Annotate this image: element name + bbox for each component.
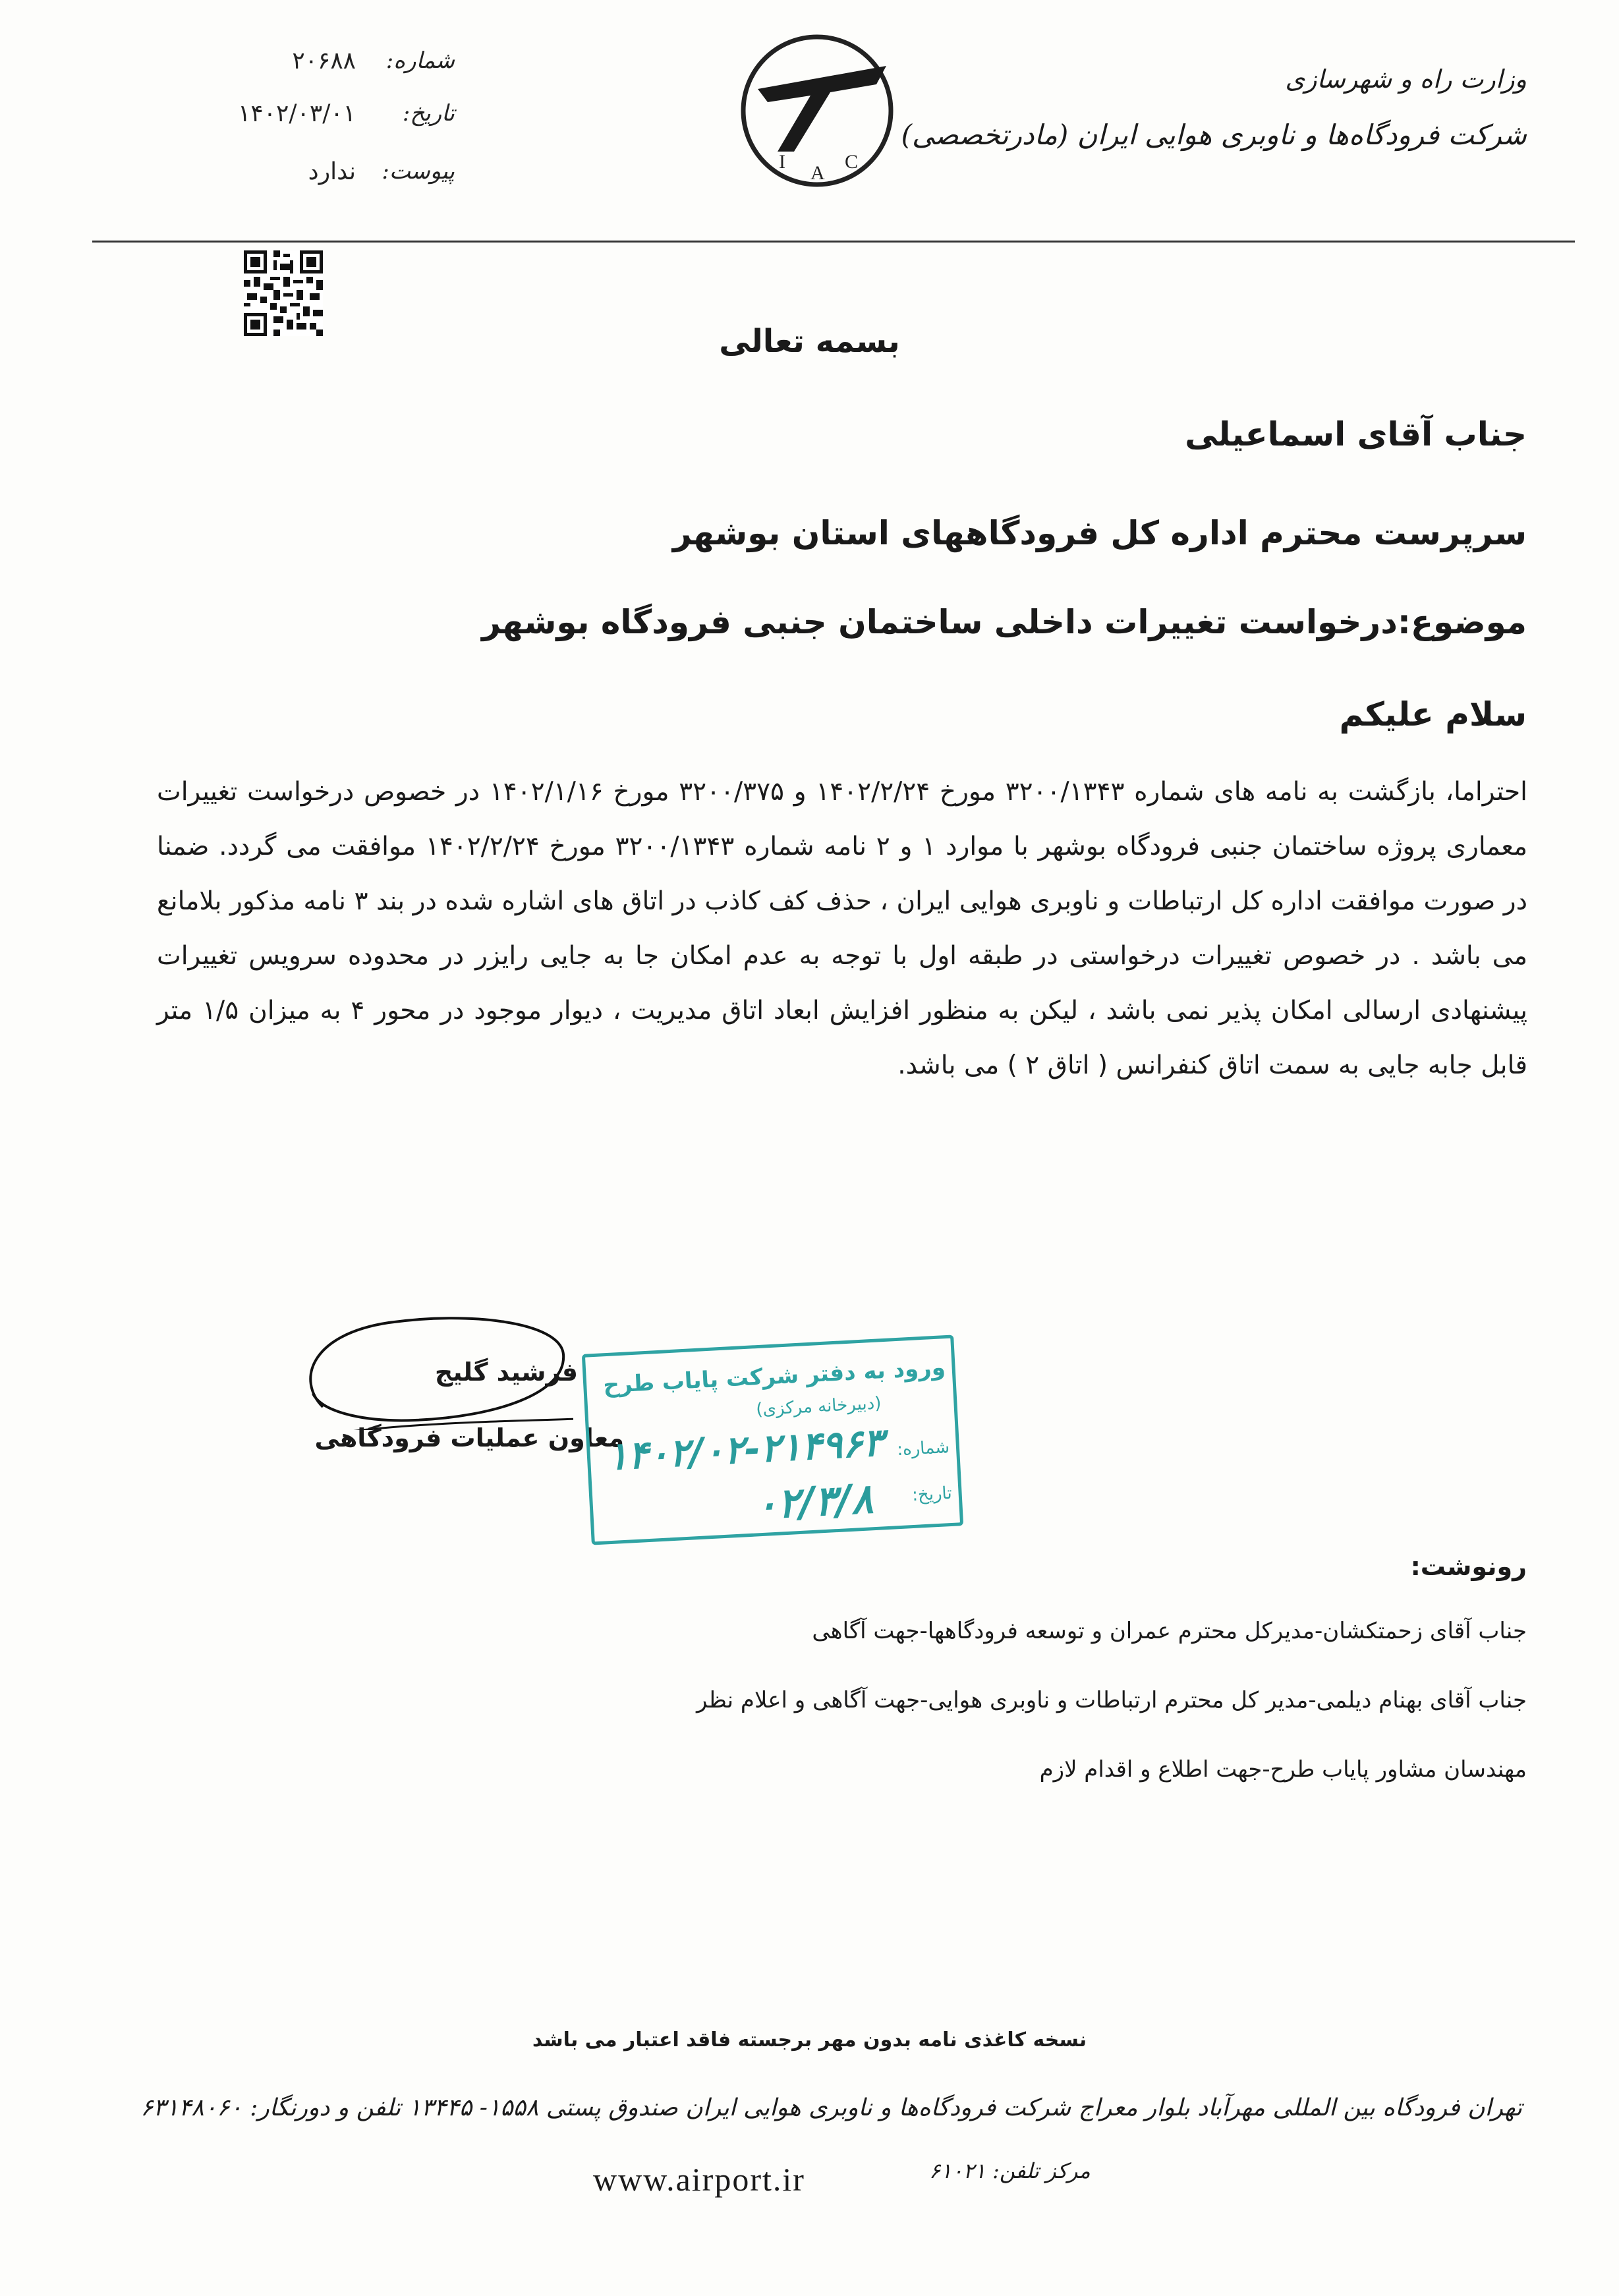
number-label: شماره: xyxy=(385,47,455,74)
header-divider xyxy=(92,241,1575,243)
logo-letter-i: I xyxy=(779,151,785,173)
stamp-date-label: تاریخ: xyxy=(911,1483,953,1506)
attachment-row xyxy=(217,158,455,198)
cc-item: مهندسان مشاور پایاب طرح-جهت اطلاع و اقدام لازم xyxy=(1039,1756,1527,1783)
stamp-subheading: (دبیرخانه مرکزی) xyxy=(755,1393,882,1420)
footer-address: تهران فرودگاه بین المللی مهرآباد بلوار معراج شرکت فرودگاه‌ها و ناوبری هوایی ایران صندوق پستی ۱۵۵۸- ۱۳۴۴۵ تلفن و دورنگار: ۶۳۱۴۸۰۶۰ xyxy=(140,2094,1522,2121)
recipient-name: جناب آقای اسماعیلی xyxy=(1185,415,1527,453)
date-value: ۱۴۰۲/۰۳/۰۱ xyxy=(238,100,356,127)
cc-item: جناب آقای بهنام دیلمی-مدیر کل محترم ارتباطات و ناوبری هوایی-جهت آگاهی و اعلام نظر xyxy=(696,1687,1527,1713)
iac-logo-icon xyxy=(731,26,903,191)
signatory-name: فرشید گلیج xyxy=(434,1358,578,1387)
date-label: تاریخ: xyxy=(402,100,455,127)
footer-phone: مرکز تلفن: ۶۱۰۲۱ xyxy=(929,2158,1091,2183)
attachment-label: پیوست: xyxy=(382,158,455,185)
number-value: ۲۰۶۸۸ xyxy=(292,47,356,74)
stamp-date-value: ۰۲/۳/۸ xyxy=(754,1474,874,1529)
letter-body: احتراما، بازگشت به نامه های شماره ۳۲۰۰/۱۳۴۳ مورخ ۱۴۰۲/۲/۲۴ و ۳۲۰۰/۳۷۵ مورخ ۱۴۰۲/۱/۱۶ در خصوص درخواست تغییرات معماری پروژه ساختمان جنبی فرودگاه بوشهر با موارد ۱ و ۲ نامه شماره ۳۲۰۰/۱۳۴۳ مورخ ۱۴۰۲/۲/۲۴ موافقت می گردد. ضمنا در صورت موافقت اداره کل ارتباطات و ناوبری هوایی ایران ، حذف کف کاذب در اتاق های اشاره شده در بند ۳ نامه مذکور بلامانع می باشد . در خصوص تغییرات درخواستی در طبقه اول با توجه به عدم امکان جا به جایی رایزر در محدوده سرویس تغییرات پیشنهادی ارسالی امکان پذیر نمی باشد ، لیکن به منظور افزایش ابعاد اتاق مدیریت ، دیوار موجود در محور ۴ به میزان ۱/۵ متر قابل جابه جایی به سمت اتاق کنفرانس ( اتاق ۲ ) می باشد. xyxy=(157,777,1528,1080)
stamp-number-label: شماره: xyxy=(896,1437,950,1460)
company-name: شرکت فرودگاه‌ها و ناوبری هوایی ایران (مادرتخصصی) xyxy=(901,119,1527,151)
letter-date-row xyxy=(217,100,455,140)
stamp-number-value: ۱۴۰۲/۰۲-۲۱۴۹۶۳ xyxy=(606,1420,885,1479)
footer-validity-note: نسخه کاغذی نامه بدون مهر برجسته فاقد اعتبار می باشد xyxy=(532,2028,1087,2052)
registration-stamp xyxy=(582,1335,963,1545)
letter-number-row xyxy=(217,47,455,87)
attachment-value: ندارد xyxy=(308,158,356,185)
cc-heading: رونوشت: xyxy=(1410,1552,1527,1581)
ministry-name: وزارت راه و شهرسازی xyxy=(1285,65,1527,94)
cc-item: جناب آقای زحمتکشان-مدیرکل محترم عمران و توسعه فرودگاهها-جهت آگاهی xyxy=(812,1618,1527,1644)
letter-subject: موضوع:درخواست تغییرات داخلی ساختمان جنبی فرودگاه بوشهر xyxy=(482,603,1527,641)
logo-letter-c: C xyxy=(845,151,859,173)
footer-website: www.airport.ir xyxy=(593,2161,805,2198)
logo-letter-a: A xyxy=(810,162,825,184)
signatory-title: معاون عملیات فرودگاهی xyxy=(314,1423,624,1452)
greeting: سلام علیکم xyxy=(1339,695,1527,733)
letter-heading: بسمه تعالی xyxy=(719,323,900,360)
recipient-position: سرپرست محترم اداره کل فرودگاههای استان بوشهر xyxy=(672,514,1527,552)
stamp-heading: ورود به دفتر شرکت پایاب طرح xyxy=(602,1354,946,1399)
